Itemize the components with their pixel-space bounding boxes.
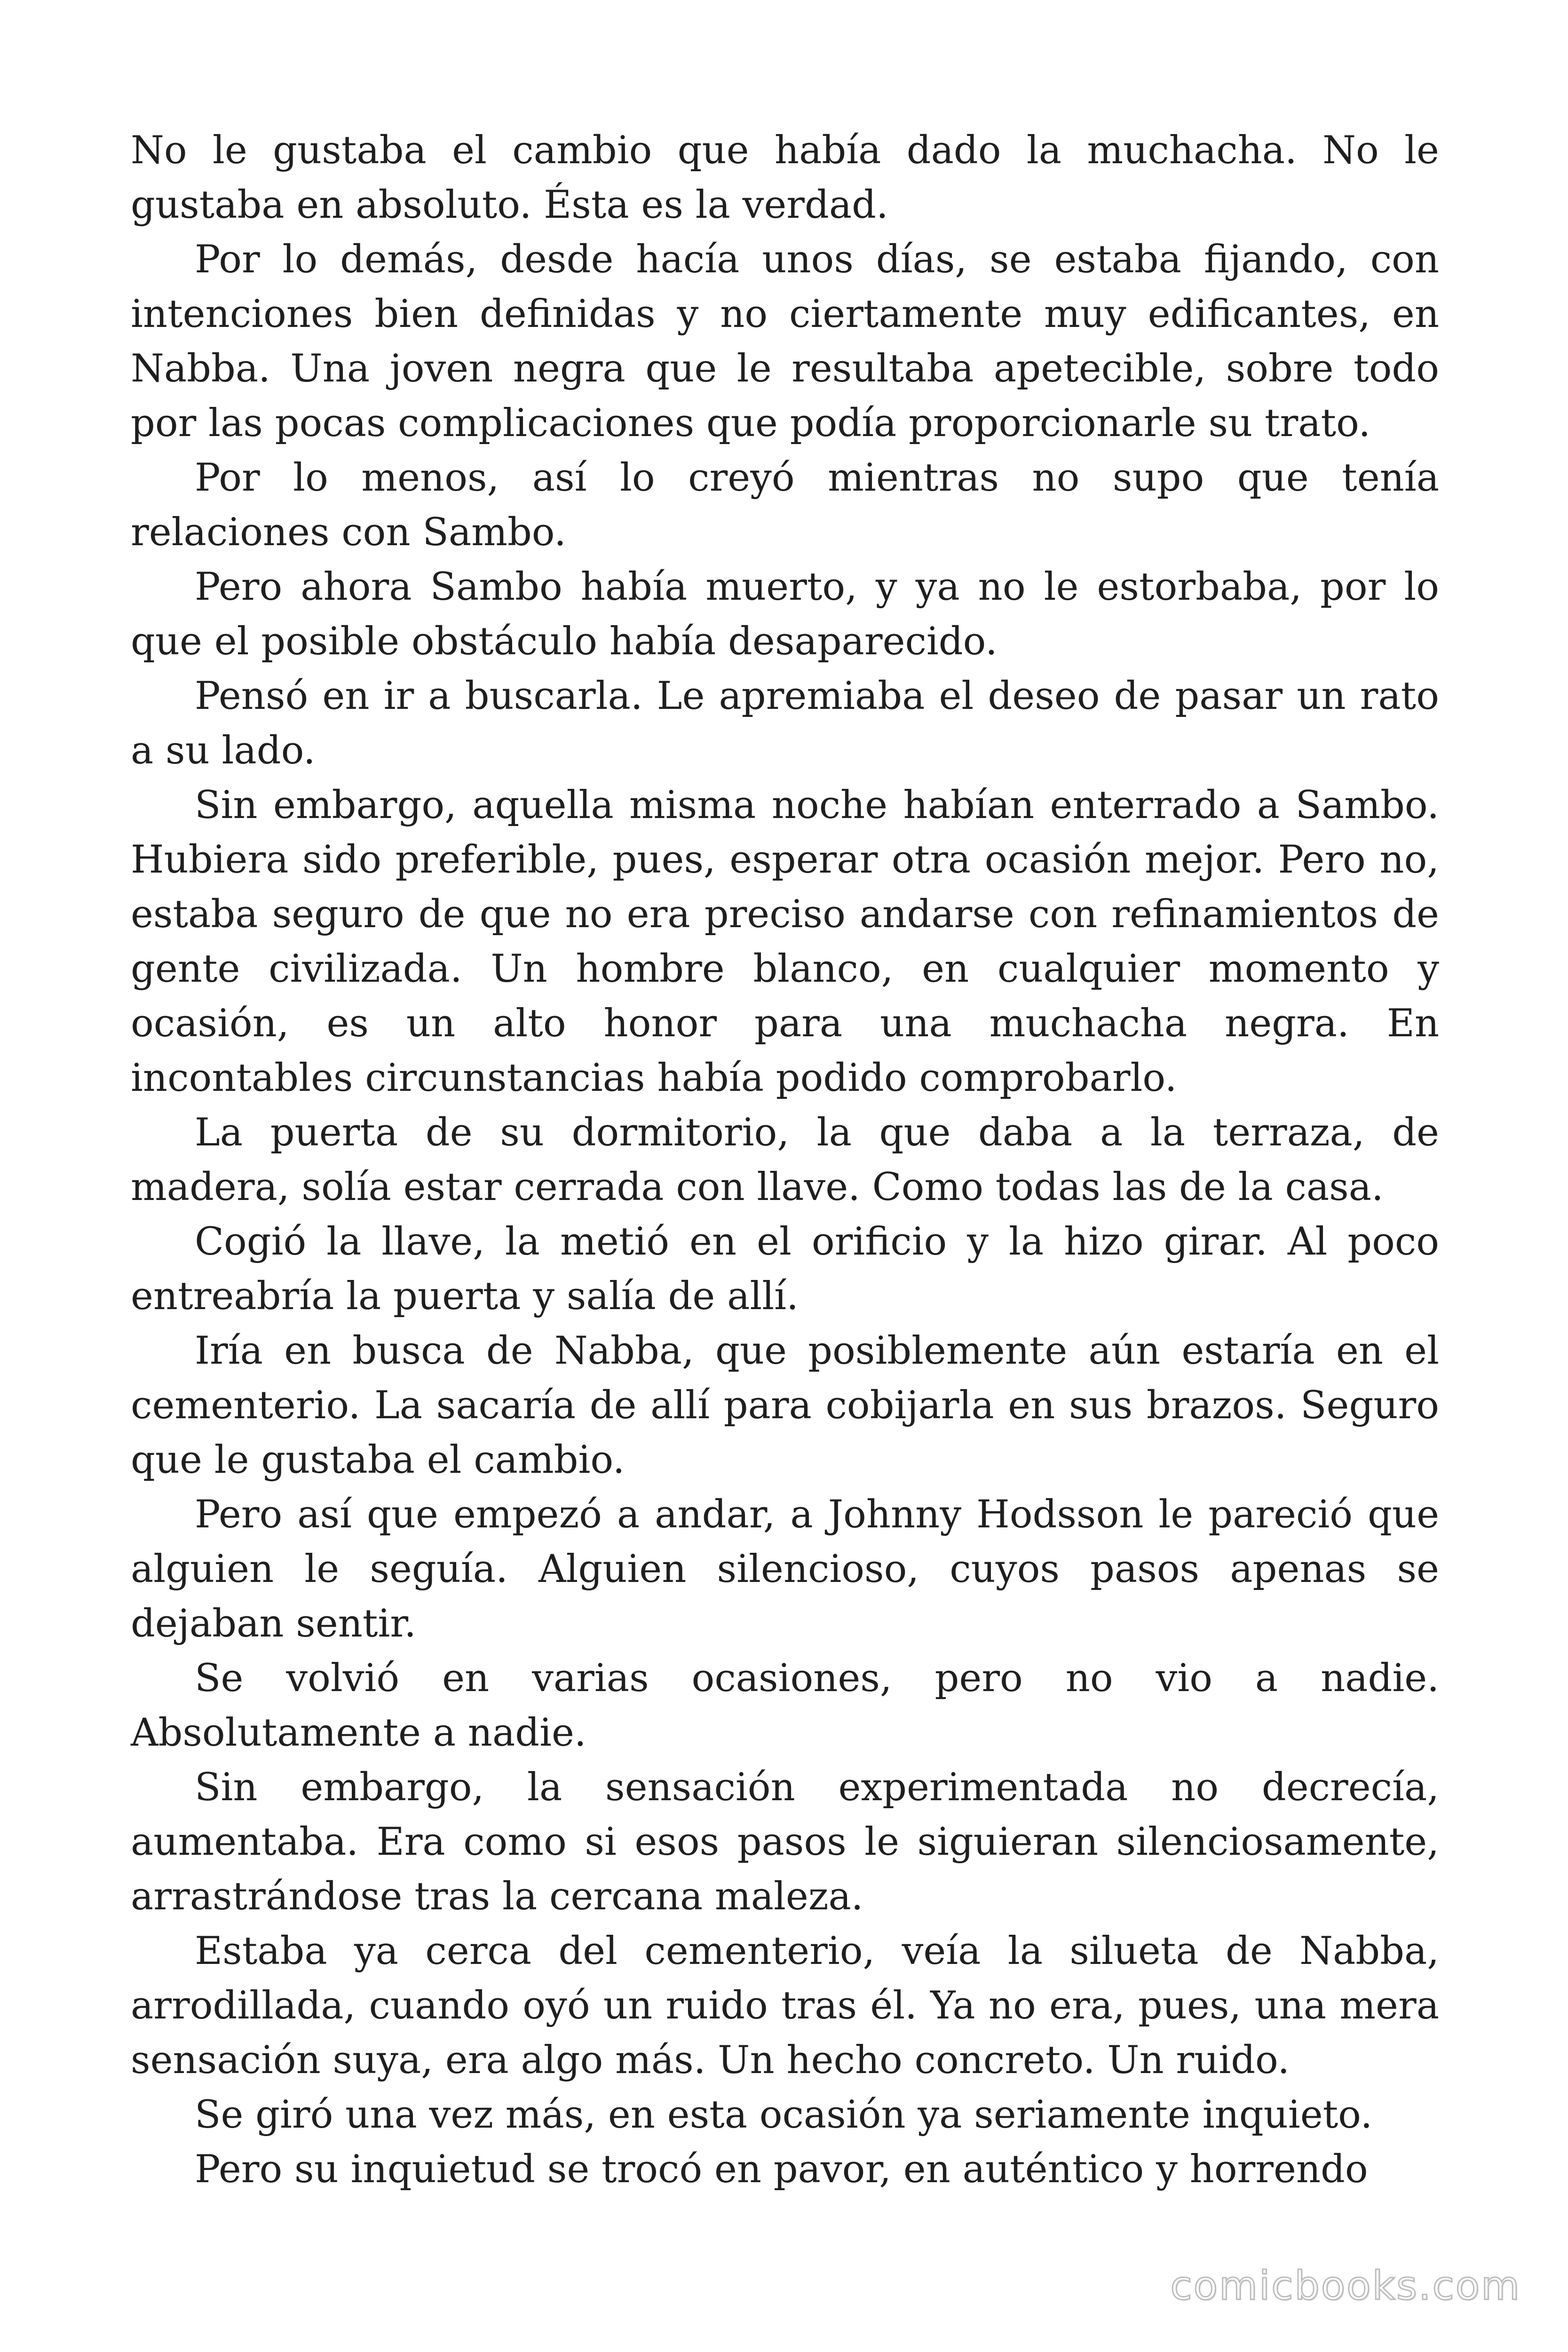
- paragraph-6: Sin embargo, aquella misma noche habían enterrado a Sambo. Hubiera sido preferible, pues, esperar otra ocasión mejor. Pero no, estaba seguro de que no era preciso andarse con refinamientos de gente civilizada. Un hombre blanco, en cualquier momento y ocasión, es un alto honor para una muchacha negra. En incontables circunstancias había podido comprobarlo.: [131, 783, 1439, 1100]
- paragraph-8: Cogió la llave, la metió en el orificio y la hizo girar. Al poco entreabría la puerta y salía de allí.: [131, 1220, 1439, 1319]
- paragraph-15: Pero su inquietud se trocó en pavor, en auténtico y horrendo: [195, 2147, 1368, 2192]
- paragraph-12: Sin embargo, la sensación experimentada no decrecía, aumentaba. Era como si esos pasos le siguieran silenciosamente, arrastrándose tras la cercana maleza.: [131, 1765, 1439, 1919]
- paragraph-1: No le gustaba el cambio que había dado la muchacha. No le gustaba en absoluto. Ésta es la verdad.: [131, 128, 1439, 227]
- paragraph-5: Pensó en ir a buscarla. Le apremiaba el deseo de pasar un rato a su lado.: [131, 674, 1439, 773]
- paragraph-10: Pero así que empezó a andar, a Johnny Hodsson le pareció que alguien le seguía. Alguien silencioso, cuyos pasos apenas se dejaban sentir.: [131, 1493, 1439, 1646]
- paragraph-14: Se giró una vez más, en esta ocasión ya seriamente inquieto.: [195, 2093, 1373, 2137]
- paragraph-13: Estaba ya cerca del cementerio, veía la silueta de Nabba, arrodillada, cuando oyó un ruido tras él. Ya no era, pues, una mera sensación suya, era algo más. Un hecho concreto. Un ruido.: [131, 1929, 1439, 2082]
- paragraph-7: La puerta de su dormitorio, la que daba a la terraza, de madera, solía estar cerrada con llave. Como todas las de la casa.: [131, 1111, 1439, 1209]
- paragraph-2: Por lo demás, desde hacía unos días, se estaba fijando, con intenciones bien definidas y no ciertamente muy edificantes, en Nabba. Una joven negra que le resultaba apetecible, sobre todo por las pocas complicaciones que podía proporcionarle su trato.: [131, 238, 1439, 445]
- page-body: [131, 123, 1439, 2197]
- paragraph-4: Pero ahora Sambo había muerto, y ya no le estorbaba, por lo que el posible obstáculo había desaparecido.: [131, 565, 1439, 664]
- paragraph-11: Se volvió en varias ocasiones, pero no vio a nadie. Absolutamente a nadie.: [131, 1656, 1439, 1755]
- paragraph-3: Por lo menos, así lo creyó mientras no supo que tenía relaciones con Sambo.: [131, 456, 1439, 555]
- paragraph-9: Iría en busca de Nabba, que posiblemente aún estaría en el cementerio. La sacaría de allí para cobijarla en sus brazos. Seguro que le gustaba el cambio.: [131, 1329, 1439, 1482]
- watermark: comicbooks.com: [1170, 2263, 1521, 2309]
